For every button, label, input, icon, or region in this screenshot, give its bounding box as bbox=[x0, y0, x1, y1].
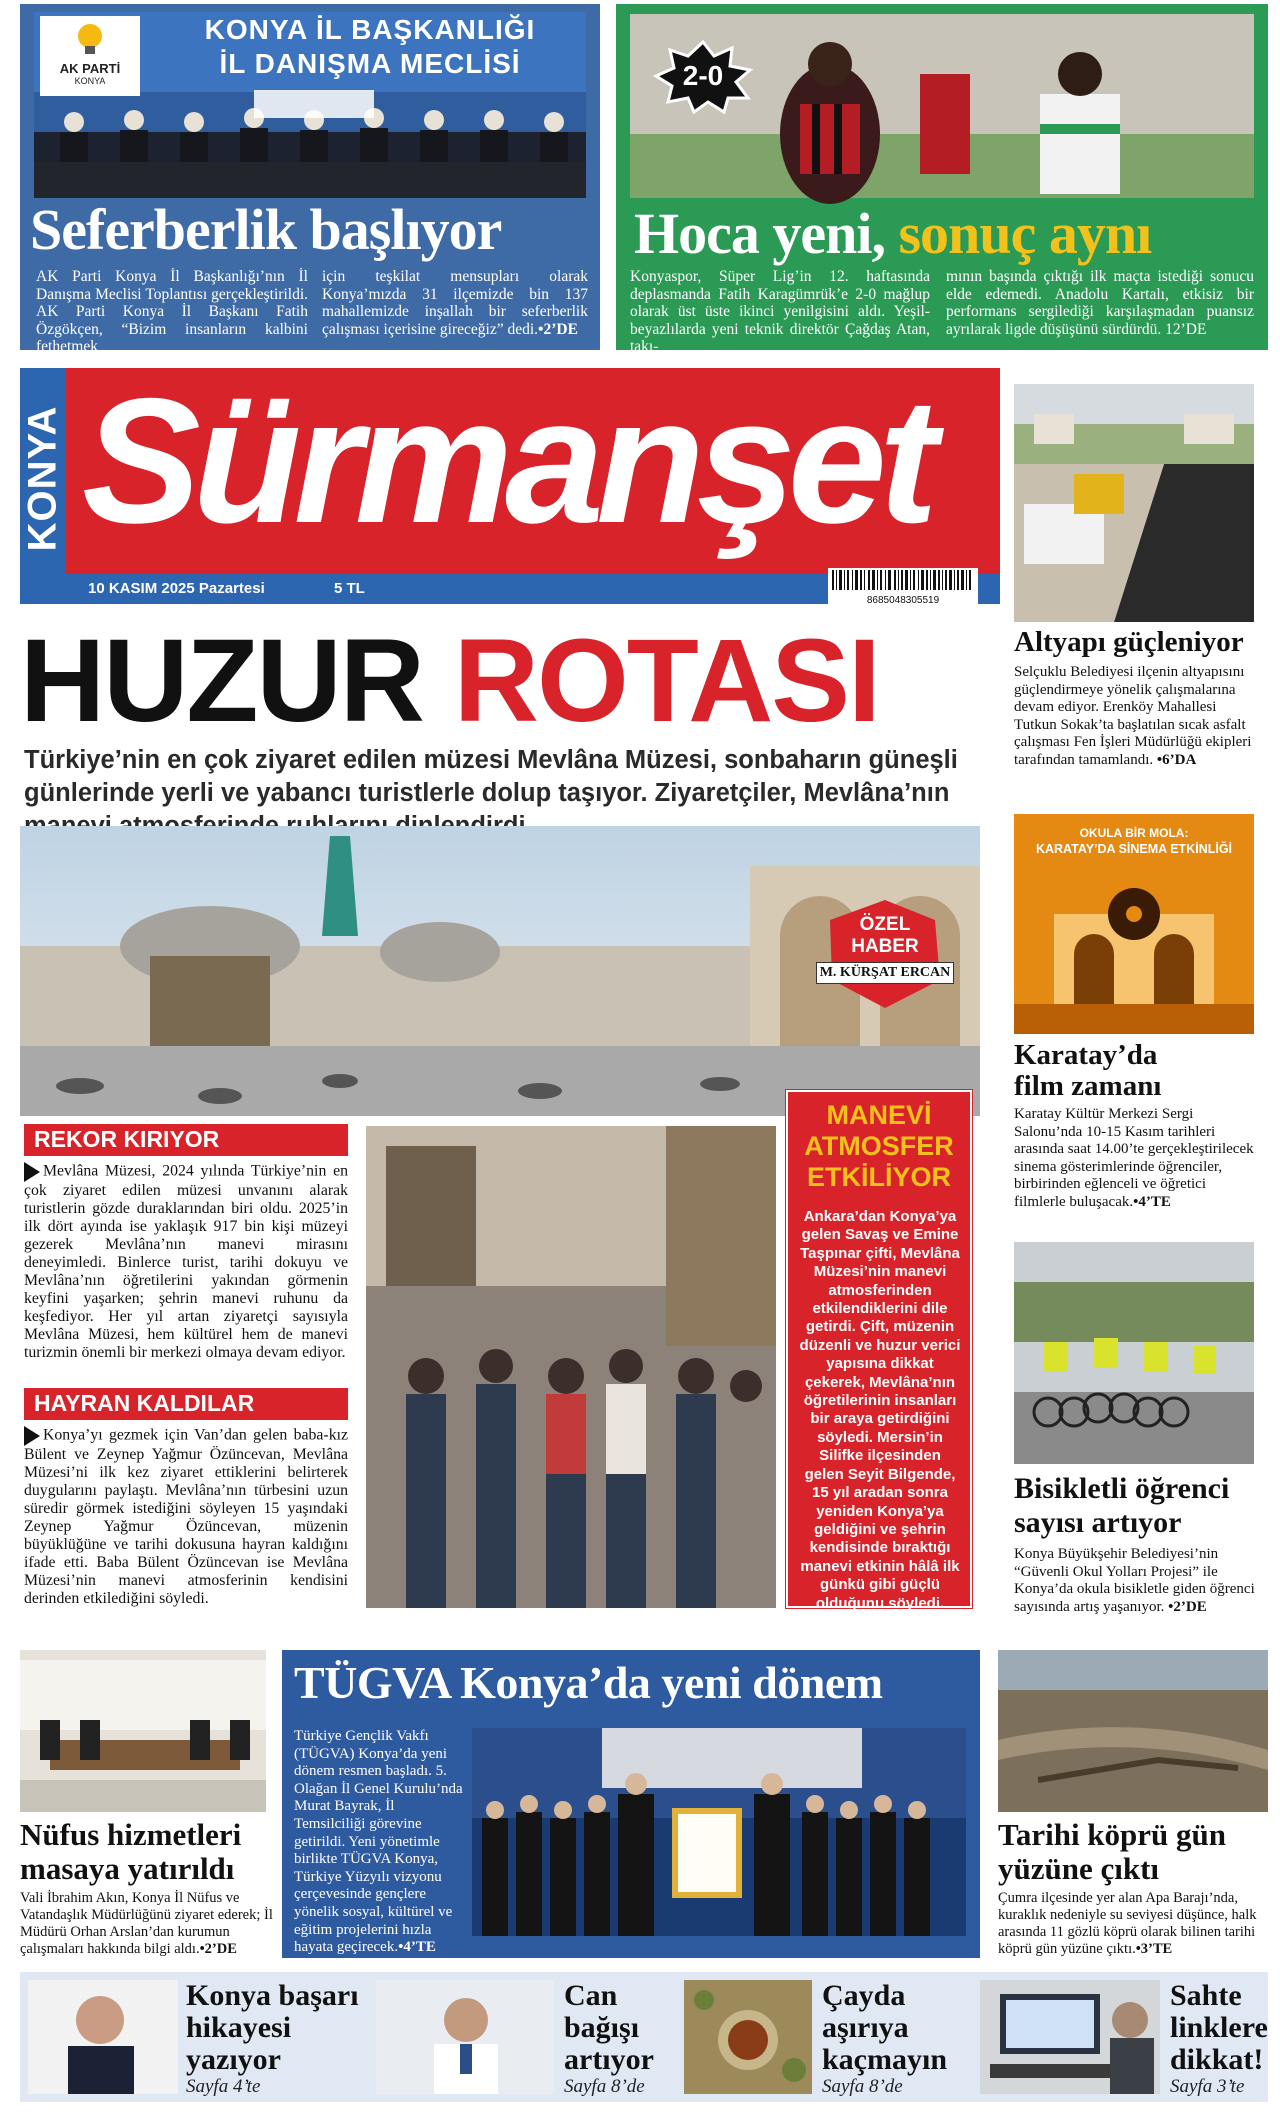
masthead-side bbox=[20, 368, 66, 604]
headline[interactable] bbox=[634, 200, 1254, 267]
banner-line2: İL DANIŞMA MECLİSİ bbox=[219, 48, 521, 79]
footer-strip bbox=[20, 1972, 1268, 2102]
logo-text: AK PARTİ bbox=[59, 61, 121, 76]
computer-photo bbox=[980, 1980, 1160, 2094]
portrait-photo bbox=[28, 1980, 178, 2094]
red-box-body: Ankara’dan Konya’ya gelen Savaş ve Emine Taşpınar çifti, Mevlâna Müzesi’nin manevi atmosferinden etkilendiklerini dile getirdi. Çift, müzenin düzenli ve huzur verici yapısına dikkat çekerek, Mevlâna’nın öğretilerinin insanları bir araya getirdiğini söyledi. Mersin’in Silifke ilçesinden gelen Seyit Bilgende, 15 yıl aradan sonra yeniden Konya’ya geldiğini ve şehrin kendisinde bıraktığı manevi etkinin hâlâ ilk günkü gibi güçlü olduğunu söyledi. bbox=[799, 1208, 961, 1612]
b1-body: Vali İbrahim Akın, Konya İl Nüfus ve Vatandaşlık Müdürlüğünü ziyaret ederek; İl Müdürü Orhan Arslan’dan kurumun çalışmaları hakkında bilgi aldı. bbox=[20, 1890, 273, 1957]
footer-page: Sayfa 3’te bbox=[1170, 2076, 1245, 2097]
headline[interactable]: Seferberlik başlıyor bbox=[30, 197, 502, 262]
headline-b: ROTASI bbox=[453, 615, 879, 747]
badge-line1: ÖZEL bbox=[859, 914, 911, 935]
nufus-photo bbox=[20, 1650, 266, 1812]
poster-line1: OKULA BİR MOLA: bbox=[1079, 826, 1189, 840]
red-box-text bbox=[798, 1208, 962, 1631]
b1-text bbox=[20, 1890, 276, 1958]
footer-item[interactable] bbox=[20, 1972, 368, 2102]
s3-ref[interactable]: •2’DE bbox=[1168, 1598, 1207, 1615]
barcode-icon bbox=[828, 568, 978, 590]
red-box-title1: MANEVİ bbox=[826, 1100, 932, 1130]
section2-body: Konya’yı gezmek için Van’dan gelen baba-kız Bülent ve Zeynep Yağmur Özüncevan, Mevlâna Müzesi’ni ilk kez ziyaret ettiklerini belirterek duygularını paylaştı. Mevlâna’nın türbesini uzun süredir görmek istediğini söyleyen 15 yaşındaki Zeynep Yağmur Özüncevan, müzenin büyüklüğüne ve tarihi dokusuna hayran kaldığını ifade etti. Baba Bülent Özüncevan ise Mevlâna Müzesi’nin manevi atmosferinin kendisini derinden etkilediğini söyledi. bbox=[24, 1426, 348, 1607]
masthead-bar bbox=[66, 574, 1000, 604]
headline-b: sonuç aynı bbox=[898, 201, 1152, 266]
section1-body: Mevlâna Müzesi, 2024 yılında Türkiye’nin en çok ziyaret edilen müzesi unvanını alarak turistlerin gözde duraklarından biri oldu. 2025’in ilk dört ayında ise yaklaşık 917 bin kişi müzeyi gezerek Mevlâna’nın manevi mirasını deneyimledi. Binlerce turist, tarihi dokuyu ve Mevlâna’nın öğretilerini yakından görmenin keyfini yaşarken; şehrin manevi ruhunu da keşfediyor. Her yıl artan ziyaretçi sayısıyla Mevlâna Müzesi, hem kültürel hem de manevi turizmin önemli bir merkezi olmaya devam ediyor. bbox=[24, 1162, 348, 1361]
masthead-date: 10 KASIM 2025 Pazartesi bbox=[88, 580, 265, 597]
section2-text bbox=[24, 1426, 348, 1608]
poster-line2: KARATAY’DA SİNEMA ETKİNLİĞİ bbox=[1035, 842, 1233, 856]
b3-title[interactable]: Tarihi köprü gün yüzüne çıktı bbox=[998, 1817, 1227, 1886]
section1-text bbox=[24, 1162, 348, 1362]
s3-body: Konya Büyükşehir Belediyesi’nin “Güvenli Okul Yolları Projesi” ile Konya’da okula bisikletle giden öğrenci sayısında artış yaşanıyor. bbox=[1014, 1546, 1255, 1615]
col2-ref[interactable]: •2’DE bbox=[538, 320, 578, 338]
col2-body: için teşkilat mensupları olarak Konya’mızda 31 ilçemizde bin 137 mahallemizde inşallah bir seferberlik çalışması içerisine gireceğiz” dedi. bbox=[322, 268, 588, 338]
headline-a: HUZUR bbox=[20, 615, 423, 747]
barcode-number: 8685048305519 bbox=[866, 595, 940, 606]
red-box-title3: ETKİLİYOR bbox=[806, 1162, 951, 1192]
tugva-ref[interactable]: •4’TE bbox=[398, 1939, 436, 1956]
bridge-photo bbox=[998, 1650, 1268, 1812]
top-right-story[interactable] bbox=[616, 4, 1268, 355]
masthead bbox=[20, 361, 980, 606]
cinema-poster bbox=[1014, 814, 1254, 1034]
barcode bbox=[828, 568, 978, 604]
tugva-photo bbox=[472, 1728, 966, 1936]
s2-title[interactable]: Karatay’da film zamanı bbox=[1014, 1039, 1162, 1102]
s1-body: Selçuklu Belediyesi ilçenin altyapısını güçlendirmeye yönelik çalışmalarına devam ediyor. Erenköy Mahallesi Tutkun Sokak’ta başlatılan sıcak asfalt çalışması Fen İşleri Müdürlüğü ekipleri tarafından tamamlandı. bbox=[1014, 664, 1252, 768]
footer-title: Sahte linklere dikkat! bbox=[1170, 1979, 1268, 2076]
bullet-icon bbox=[24, 1426, 40, 1446]
headline-a: Hoca yeni, bbox=[634, 201, 885, 266]
s2-body: Karatay Kültür Merkezi Sergi Salonu’nda 10-15 Kasım tarihleri arasında saat 14.00’te gerçekleştirilecek sinema gösterimlerinde öğrenciler, birbirinden eğlenceli ve öğretici filmlerle buluşacak. bbox=[1014, 1106, 1254, 1210]
bicycle-photo bbox=[1014, 1242, 1254, 1464]
s1-title[interactable]: Altyapı güçleniyor bbox=[1014, 626, 1244, 658]
score-badge bbox=[656, 42, 750, 112]
tea-photo bbox=[684, 1980, 812, 2094]
col1-text: Konyaspor, Süper Lig’in 12. haftasında deplasmanda Fatih Karagümrük’e 2-0 mağlup olarak üst üste ikinci yenilgisini aldı. Yeşil-beyazlılarda yeni teknik direktör Çağdaş Atan, takı- bbox=[630, 268, 930, 355]
s2-text bbox=[1014, 1106, 1258, 1211]
top-left-story[interactable] bbox=[20, 4, 600, 355]
b3-text bbox=[998, 1890, 1268, 1958]
b3-body: Çumra ilçesinde yer alan Apa Barajı’nda, kuraklık nedeniyle su seviyesi düşünce, halk arasında 11 gözlü köprü olarak bilinen tarihi köprü gün yüzüne çıktı. bbox=[998, 1890, 1257, 1957]
footer-page: Sayfa 8’de bbox=[564, 2076, 645, 2097]
asphalt-photo bbox=[1014, 384, 1254, 622]
footer-title: Konya başarı hikayesi yazıyor bbox=[186, 1979, 359, 2076]
main-headline[interactable] bbox=[20, 615, 980, 747]
author-label: M. KÜRŞAT ERCAN bbox=[816, 962, 954, 984]
masthead-price: 5 TL bbox=[334, 580, 365, 597]
bullet-icon bbox=[24, 1162, 40, 1182]
logo-sub: KONYA bbox=[74, 76, 106, 86]
tugva-story[interactable] bbox=[282, 1650, 980, 1958]
red-box-title bbox=[796, 1100, 962, 1193]
b1-ref[interactable]: •2’DE bbox=[199, 1941, 237, 1957]
masthead-name: Sürmanşet bbox=[82, 361, 930, 560]
footer-item[interactable] bbox=[980, 1972, 1268, 2102]
red-box-title2: ATMOSFER bbox=[804, 1131, 954, 1161]
banner-line1: KONYA İL BAŞKANLIĞI bbox=[204, 14, 536, 45]
footer-title: Can bağışı artıyor bbox=[564, 1979, 654, 2076]
masthead-red bbox=[66, 361, 1000, 574]
col1-text: AK Parti Konya İl Başkanlığı’nın İl Danışma Meclisi Toplantısı gerçekleştirildi. AK Parti Konya İl Başkanı Fatih Özgökçen, “Bizim insanların kalbini fethetmek bbox=[36, 268, 308, 355]
footer-item[interactable] bbox=[684, 1972, 974, 2102]
s3-title[interactable]: Bisikletli öğrenci sayısı artıyor bbox=[1014, 1472, 1230, 1539]
footer-page: Sayfa 4’te bbox=[186, 2076, 261, 2097]
s1-text bbox=[1014, 664, 1258, 769]
tugva-title: TÜGVA Konya’da yeni dönem bbox=[294, 1657, 883, 1708]
score: 2-0 bbox=[682, 60, 724, 91]
footer-title: Çayda aşırıya kaçmayın bbox=[822, 1979, 948, 2076]
masthead-side-text: KONYA bbox=[20, 405, 65, 552]
main-spot: Türkiye’nin en çok ziyaret edilen müzesi Mevlâna Müzesi, sonbaharın güneşli günlerinde yerli ve yabancı turistlerle dolup taşıyor. Ziyaretçiler, Mevlâna’nın bbox=[24, 746, 958, 807]
b1-title[interactable]: Nüfus hizmetleri masaya yatırıldı bbox=[20, 1817, 242, 1886]
badge-line2: HABER bbox=[851, 936, 919, 957]
tugva-body: Türkiye Gençlik Vakfı (TÜGVA) Konya’da yeni dönem resmen başladı. 5. Olağan İl Genel Kurulu’nda Murat Bayrak, İl Temsilciliği görevine getirildi. Yeni yönetimle birlikte TÜGVA Konya, Türkiye Yüzyılı vizyonu çerçevesinde gençlere yönelik sosyal, kültürel ve eğitim projelerini hızla hayata geçirecek. bbox=[294, 1728, 463, 1956]
akparti-logo bbox=[40, 16, 140, 96]
red-box-ref[interactable]: •5’TE bbox=[861, 1612, 899, 1630]
crowd-photo bbox=[366, 1126, 776, 1608]
red-sidebox[interactable] bbox=[786, 1090, 972, 1630]
section1-label: REKOR KIRIYOR bbox=[24, 1124, 348, 1156]
bulb-icon bbox=[73, 22, 107, 56]
s3-text bbox=[1014, 1546, 1258, 1616]
tugva-text bbox=[294, 1728, 464, 1957]
doctor-photo bbox=[376, 1980, 554, 2094]
s2-ref[interactable]: •4’TE bbox=[1133, 1193, 1171, 1210]
footer-page: Sayfa 8’de bbox=[822, 2076, 903, 2097]
col2-text: mının başında çıktığı ilk maçta istediği sonucu elde edemedi. Anadolu Kartalı, etkisiz bir performans sergilediği karşılaşmadan puansız ayrılarak ligde düşüşünü sürdürdü. 12’DE bbox=[946, 268, 1254, 338]
exclusive-badge bbox=[810, 900, 960, 1010]
section2-label: HAYRAN KALDILAR bbox=[24, 1388, 348, 1420]
footer-item[interactable] bbox=[376, 1972, 676, 2102]
s1-ref[interactable]: •6’DA bbox=[1156, 751, 1197, 768]
b3-ref[interactable]: •3’TE bbox=[1135, 1941, 1173, 1957]
col2-text bbox=[322, 268, 588, 338]
